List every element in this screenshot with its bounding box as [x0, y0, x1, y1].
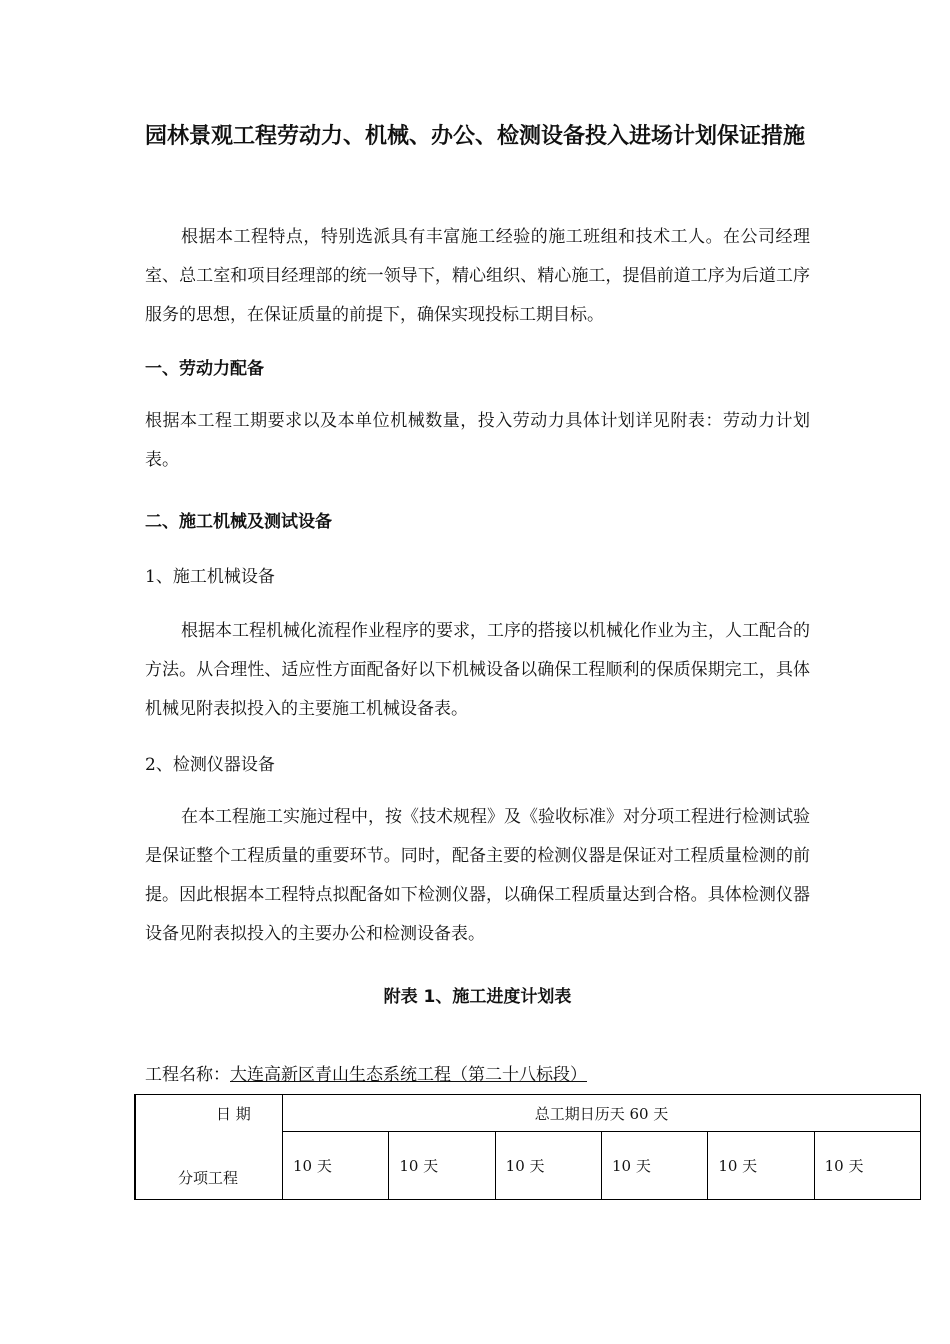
section1-heading: 一、劳动力配备	[145, 359, 264, 379]
period-cell: 10 天	[389, 1132, 495, 1200]
project-line	[145, 1060, 587, 1085]
period-cell: 10 天	[814, 1132, 920, 1200]
period-cell: 10 天	[283, 1132, 389, 1200]
document-title: 园林景观工程劳动力、机械、办公、检测设备投入进场计划保证措施	[144, 124, 805, 149]
corner-item-label: 分项工程	[178, 1169, 239, 1187]
project-label: 工程名称：	[145, 1065, 230, 1085]
period-cell: 10 天	[495, 1132, 601, 1200]
corner-cell	[135, 1095, 283, 1200]
corner-date-label: 日 期	[216, 1105, 251, 1123]
subsection1-body: 根据本工程机械化流程作业程序的要求，工序的搭接以机械化作业为主，人工配合的方法。从合理性、适应性方面配备好以下机械设备以确保工程顺利的保质保期完工，具体机械见附表拟投入的主要施工机械设备表。	[145, 621, 810, 719]
subsection1-heading: 1、施工机械设备	[145, 567, 275, 587]
table-row	[135, 1095, 921, 1132]
period-cell: 10 天	[601, 1132, 707, 1200]
project-name: 大连高新区青山生态系统工程（第二十八标段）	[230, 1065, 587, 1085]
subsection2-body: 在本工程施工实施过程中，按《技术规程》及《验收标准》对分项工程进行检测试验是保证整个工程质量的重要环节。同时，配备主要的检测仪器是保证对工程质量检测的前提。因此根据本工程特点拟配备如下检测仪器，以确保工程质量达到合格。具体检测仪器设备见附表拟投入的主要办公和检测设备表。	[145, 807, 810, 944]
schedule-table	[134, 1094, 921, 1200]
total-duration-cell: 总工期日历天 60 天	[283, 1095, 921, 1132]
intro-paragraph: 根据本工程特点，特别选派具有丰富施工经验的施工班组和技术工人。在公司经理室、总工室和项目经理部的统一领导下，精心组织、精心施工，提倡前道工序为后道工序服务的思想，在保证质量的前提下，确保实现投标工期目标。	[145, 227, 810, 325]
subsection2-heading: 2、检测仪器设备	[145, 755, 275, 775]
section1-body: 根据本工程工期要求以及本单位机械数量，投入劳动力具体计划详见附表：劳动力计划表。	[145, 411, 810, 470]
period-cell: 10 天	[708, 1132, 814, 1200]
table-title: 附表 1、施工进度计划表	[383, 987, 572, 1007]
section2-heading: 二、施工机械及测试设备	[145, 512, 332, 532]
